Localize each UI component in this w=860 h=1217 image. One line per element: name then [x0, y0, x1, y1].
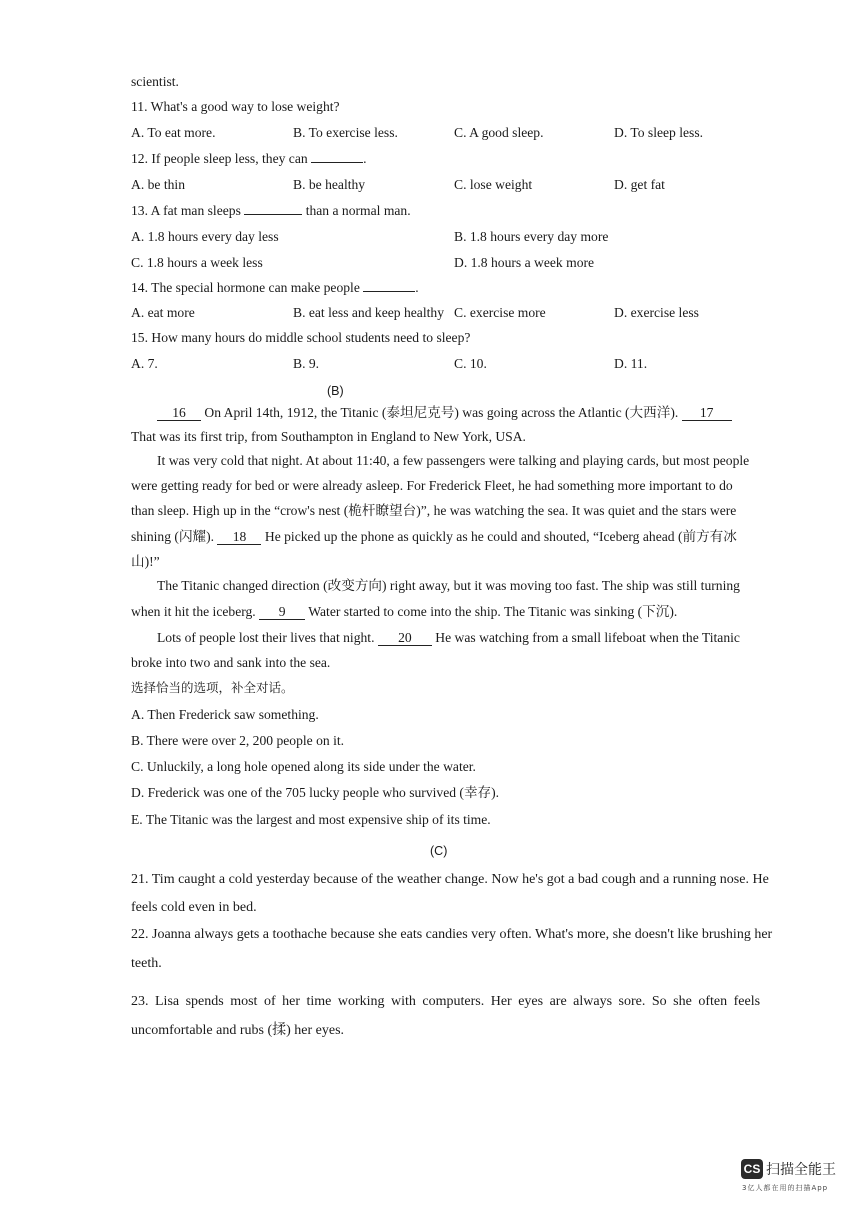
q12-option-d: D. get fat — [614, 177, 665, 192]
q15-option-c: C. 10. — [454, 356, 487, 371]
choice-a: A. Then Frederick saw something. — [131, 707, 319, 722]
question-12: 12. If people sleep less, they can . — [131, 151, 367, 166]
q15-option-d: D. 11. — [614, 356, 648, 371]
passage-line: were getting ready for bed or were already asleep. For Frederick Fleet, he had something more important to do — [131, 478, 733, 493]
passage-line: broke into two and sank into the sea. — [131, 655, 331, 670]
section-heading-b: (B) — [327, 384, 344, 398]
q11-option-a: A. To eat more. — [131, 125, 216, 140]
q13-option-b: B. 1.8 hours every day more — [454, 229, 609, 244]
passage-line: 22. Joanna always gets a toothache because she eats candies very often. What's more, she doesn't like brushing her — [131, 927, 773, 942]
q12-option-c: C. lose weight — [454, 177, 533, 192]
q12-option-a: A. be thin — [131, 177, 185, 192]
passage-line: when it hit the iceberg. 9 Water started to come into the ship. The Titanic was sinking (下沉). — [131, 604, 678, 619]
q15-option-b: B. 9. — [293, 356, 320, 371]
question-11: 11. What's a good way to lose weight? — [131, 99, 340, 114]
q14-option-a: A. eat more — [131, 305, 195, 320]
passage-line: than sleep. High up in the “crow's nest (桅杆瞭望台)”, he was watching the sea. It was quiet and the stars were — [131, 503, 737, 518]
passage-line: uncomfortable and rubs (揉) her eyes. — [131, 1023, 345, 1038]
passage-line: 23. Lisa spends most of her time working with computers. Her eyes are always sore. So she often feels — [131, 994, 761, 1009]
passage-line: 山)!” — [131, 554, 160, 569]
scanner-name: 扫描全能王 — [766, 1162, 836, 1178]
answer-blank: 16 — [157, 405, 201, 421]
question-14: 14. The special hormone can make people . — [131, 280, 419, 295]
q13-option-c: C. 1.8 hours a week less — [131, 255, 263, 270]
q11-option-b: B. To exercise less. — [293, 125, 398, 140]
scanner-tagline: 3亿人都在用的扫描App — [742, 1184, 829, 1192]
passage-line: shining (闪耀). 18 He picked up the phone as quickly as he could and shouted, “Iceberg ahead (前方有冰 — [131, 529, 737, 544]
q14-option-d: D. exercise less — [614, 305, 699, 320]
section-heading-c: (C) — [430, 844, 448, 858]
passage-line: 21. Tim caught a cold yesterday because of the weather change. Now he's got a bad cough and a running nose. He — [131, 872, 769, 887]
choice-d: D. Frederick was one of the 705 lucky people who survived (幸存). — [131, 785, 500, 800]
q11-option-d: D. To sleep less. — [614, 125, 704, 140]
q13-option-d: D. 1.8 hours a week more — [454, 255, 595, 270]
q12-option-b: B. be healthy — [293, 177, 366, 192]
answer-blank: 17 — [682, 405, 732, 421]
q13-option-a: A. 1.8 hours every day less — [131, 229, 279, 244]
continued-text: scientist. — [131, 74, 179, 89]
cs-badge-icon: CS — [741, 1159, 763, 1179]
passage-line: Lots of people lost their lives that night. 20 He was watching from a small lifeboat when the Titanic — [157, 630, 740, 645]
q15-option-a: A. 7. — [131, 356, 158, 371]
scanner-logo — [741, 1159, 836, 1179]
choice-b: B. There were over 2, 200 people on it. — [131, 733, 345, 748]
passage-line: feels cold even in bed. — [131, 900, 257, 915]
question-13: 13. A fat man sleeps than a normal man. — [131, 203, 411, 218]
answer-blank: 9 — [259, 604, 305, 620]
question-15: 15. How many hours do middle school students need to sleep? — [131, 330, 471, 345]
answer-blank: 20 — [378, 630, 432, 646]
answer-blank — [244, 214, 302, 215]
answer-blank: 18 — [217, 529, 261, 545]
passage-line: 16 On April 14th, 1912, the Titanic (泰坦尼克号) was going across the Atlantic (大西洋). 17 — [157, 404, 732, 422]
passage-line: The Titanic changed direction (改变方向) right away, but it was moving too fast. The ship was still turning — [157, 578, 740, 593]
q14-option-b: B. eat less and keep healthy — [293, 305, 444, 320]
answer-blank — [311, 162, 363, 163]
instruction: 选择恰当的选项，补全对话。 — [131, 680, 294, 695]
choice-c: C. Unluckily, a long hole opened along its side under the water. — [131, 759, 476, 774]
q14-option-c: C. exercise more — [454, 305, 546, 320]
choice-e: E. The Titanic was the largest and most expensive ship of its time. — [131, 812, 491, 827]
answer-blank — [363, 291, 415, 292]
passage-line: That was its first trip, from Southampton in England to New York, USA. — [131, 429, 526, 444]
passage-line: teeth. — [131, 956, 162, 971]
passage-line: It was very cold that night. At about 11:40, a few passengers were talking and playing cards, but most people — [157, 453, 750, 468]
q11-option-c: C. A good sleep. — [454, 125, 544, 140]
